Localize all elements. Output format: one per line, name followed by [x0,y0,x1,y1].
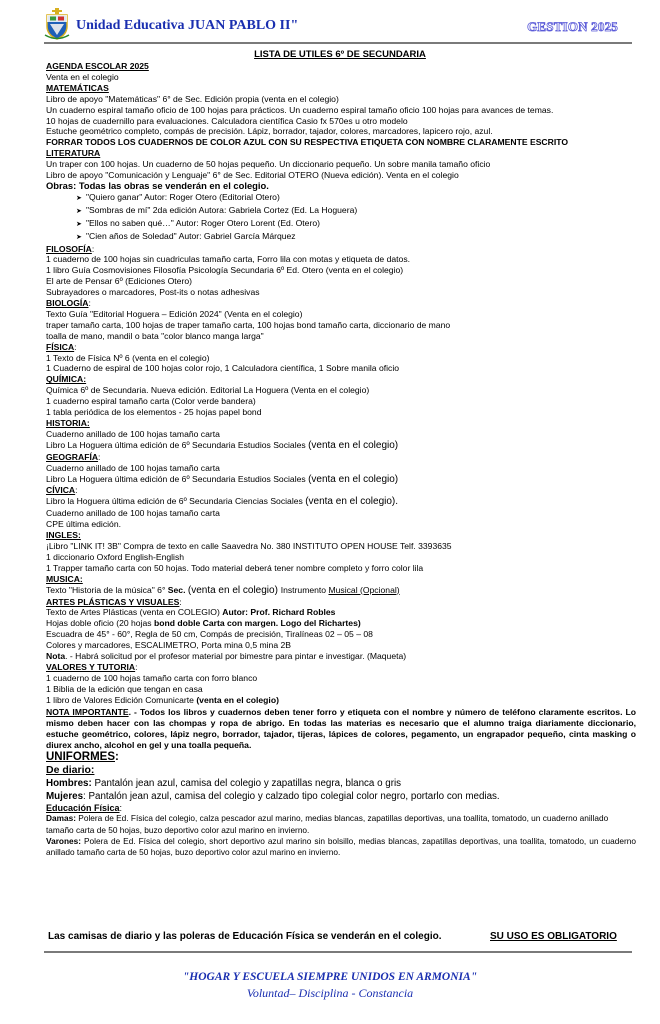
list-item: Estuche geométrico completo, compás de precisión. Lápiz, borrador, tajador, colores, marcadores, lapicero rojo, azul. [46,126,493,137]
book-title: "Cien años de Soledad" Autor: Gabriel García Márquez [86,230,296,241]
artes-heading-row: ARTES PLÁSTICAS Y VISUALES: [46,596,182,607]
school-crest-icon [44,8,70,40]
uniform-text: : Pantalón jean azul, camisa del colegio y calzado tipo colegial color negro, portarlo con medias. [83,790,500,802]
gestion-label: GESTION 2025 [527,19,618,34]
item-note: (venta en el colegio) [308,473,399,485]
item-text: Libro La Hoguera última edición de 6º Secundaria Estudios Sociales [46,473,309,484]
list-item: 1 cuaderno de 100 hojas tamaño carta con forro blanco [46,672,258,683]
closing-text: Las camisas de diario y las poleras de Educación Física se venderán en el colegio. [48,931,442,942]
uniform-label: Hombres: [46,777,92,789]
quimica-heading: QUÍMICA: [46,374,87,385]
uniform-text: Pantalón jean azul, camisa del colegio y zapatillas negra, blanca o gris [91,777,402,789]
list-item [46,607,636,618]
item-text: Musical (Opcional) [328,584,400,595]
list-item: El arte de Pensar 6º (Ediciones Otero) [46,276,192,287]
list-item [46,585,636,597]
item-text: . - Habrá solicitud por el profesor material por bimestre para pintar e investigar. (Maqueta) [65,651,407,662]
uniform-text: Polera de Ed. Física del colegio, short deportivo azul marino sin bolsillo, medias blancas, zapatillas deportivas, una toallita, tomatodo, un cuaderno anillado tamaño carta de 50 hojas, buzo deportivo color azul marino en invierno. [46,835,636,858]
varones-line [46,836,636,858]
item-text: Texto "Historia de la música" 6° [46,584,168,595]
list-item: Colores y marcadores, ESCALIMETRO, Porta mina 0,5 mina 2B [46,640,292,651]
list-item [46,440,636,452]
filosofia-heading: FILOSOFÍA [46,243,92,254]
footer-divider [44,951,632,953]
list-item: 1 cuaderno de 100 hojas sin cuadriculas tamaño carta, Forro lila con motas y etiqueta de datos. [46,254,411,265]
historia-heading: HISTORIA: [46,418,90,428]
musica-heading: MUSICA: [46,573,83,584]
list-item: 1 Biblia de la edición que tengan en casa [46,683,203,694]
supply-list [46,61,636,858]
uniform-label: Damas: [46,813,76,824]
item-text: (venta en el colegio) [196,694,279,705]
list-item: Libro de apoyo "Comunicación y Lenguaje" 6° de Sec. Editorial OTERO (Nueva edición). Venta en el colegio [46,170,459,181]
arrow-bullet-icon: ➤ [76,194,82,202]
ingles-heading: INGLES: [46,530,81,541]
book-item [46,205,636,218]
civica-heading: CÍVICA [46,485,76,496]
list-item: Texto Guía "Editorial Hoguera – Edición 2024" (Venta en el colegio) [46,308,303,319]
book-item [46,192,636,205]
obras-notice: Obras: Todas las obras se venderán en el colegio. [46,179,269,191]
agenda-heading: AGENDA ESCOLAR 2025 [46,61,149,71]
damas-line [46,813,636,835]
list-item [46,618,636,629]
biologia-heading: BIOLOGÍA [46,298,89,309]
list-item: 1 libro Guía Cosmovisiones Filosofía Psicología Secundaria 6º Ed. Otero (venta en el colegio) [46,265,404,276]
matematicas-heading: MATEMÁTICAS [46,82,109,93]
item-text: Libro La Hoguera última edición de 6º Secundaria Estudios Sociales [46,439,309,450]
artes-heading: ARTES PLÁSTICAS Y VISUALES [46,596,180,607]
list-item: Escuadra de 45° - 60°, Regla de 50 cm, Compás de precisión, Tiralíneas 02 – 05 – 08 [46,629,373,640]
list-item: Libro de apoyo "Matemáticas" 6° de Sec. Edición propia (venta en el colegio) [46,93,339,104]
closing-note [48,931,628,942]
item-text: bond doble Carta con margen. Logo del Richartes) [153,618,361,629]
item-note: (venta en el colegio) [308,439,399,451]
forrar-notice: FORRAR TODOS LOS CUADERNOS DE COLOR AZUL CON SU RESPECTIVA ETIQUETA CON NOMBRE CLARAMENTE ESCRITO [46,137,569,148]
hombres-line [46,777,636,790]
list-item [46,474,636,486]
list-item: 10 hojas de cuadernillo para evaluaciones. Calculadora científica Casio fx 570es u otro modelo [46,115,408,126]
header-divider [44,42,632,44]
list-item: ¡Libro "LINK IT! 3B" Compra de texto en calle Saavedra No. 380 INSTITUTO OPEN HOUSE Telf. 3393635 [46,540,452,551]
book-title: "Sombras de mí" 2da edición Autora: Gabriela Cortez (Ed. La Hoguera) [86,204,358,215]
item-text: Instrumento [280,584,329,595]
item-text: Nota [46,651,66,662]
biologia-heading-row: BIOLOGÍA: [46,298,91,309]
school-name: Unidad Educativa JUAN PABLO II" [76,18,299,33]
diario-heading: De diario: [46,763,95,776]
list-item: Un cuaderno espiral tamaño oficio de 100 hojas para prácticos. Un cuaderno espiral tamaño oficio 100 hojas para avances de temas. [46,104,554,115]
note-label: NOTA IMPORTANTE [46,706,129,717]
uniform-label: Varones: [46,835,82,846]
list-item: Cuaderno anillado de 100 hojas tamaño carta [46,508,220,519]
book-title: "Quiero ganar" Autor: Roger Otero (Editorial Otero) [86,191,280,202]
list-item: 1 Cuaderno de espiral de 100 hojas color rojo, 1 Calculadora científica, 1 Sobre manila oficio [46,363,400,374]
footer-motto: "HOGAR Y ESCUELA SIEMPRE UNIDOS EN ARMONIA" [182,971,478,983]
list-item: 1 diccionario Oxford English-English [46,551,185,562]
list-item: Química 6º de Secundaria. Nueva edición. Editorial La Hoguera (Venta en el colegio) [46,385,370,396]
valores-heading-row: VALORES Y TUTORIA: [46,661,138,672]
edfisica-heading: Educación Física [46,802,120,813]
item-text: Texto de Artes Plásticas (venta en COLEGIO) [46,607,223,618]
page-title: LISTA DE UTILES 6º DE SECUNDARIA [254,49,426,60]
uniformes-heading-row: UNIFORMES: [46,750,119,763]
list-item [46,695,636,706]
note-text: . - Todos los libros y cuadernos deben tener forro y etiqueta con el nombre y número de teléfono claramente escritos. Lo mismo deben hacer con las chompas y ropa de abrigo. En todas las materias es necesario que el alumno traiga diariamente diccionario, estuche geométrico, colores, lápiz negro, borrador, tajador, tijeras, lápices de colores, pegamento, un engrapador pequeño, cinta masking o diurex ancho, alcohol en gel y una toalla pequeña. [46,706,636,750]
geografia-heading: GEOGRAFÍA [46,451,99,462]
list-item: Cuaderno anillado de 100 hojas tamaño carta [46,462,220,473]
list-item [46,651,636,662]
item-note: (venta en el colegio). [305,496,399,508]
civica-heading-row: CÍVICA: [46,485,78,496]
list-item [46,496,636,508]
footer-values: Voluntad– Disciplina - Constancia [246,986,414,1000]
list-item: 1 tabla periódica de los elementos - 25 hojas papel bond [46,407,262,418]
book-item [46,218,636,231]
uniform-label: Mujeres [46,790,84,802]
book-title: "Ellos no saben qué…" Autor: Roger Otero Lorent (Ed. Otero) [86,217,320,228]
list-item: Cuaderno anillado de 100 hojas tamaño carta [46,428,220,439]
fisica-heading: FÍSICA [46,341,75,352]
item-text: Autor: Prof. Richard Robles [222,607,336,618]
literatura-heading: LITERATURA [46,148,101,159]
fisica-heading-row: FÍSICA: [46,341,77,352]
item-note: (venta en el colegio) [187,584,281,596]
filosofia-heading-row: FILOSOFÍA: [46,243,95,254]
list-item: 1 cuaderno espiral tamaño carta (Color verde bandera) [46,396,256,407]
arrow-bullet-icon: ➤ [76,207,82,215]
agenda-line: Venta en el colegio [46,71,119,82]
list-item: toalla de mano, mandil o bata "color blanco manga larga" [46,330,264,341]
list-item: 1 Texto de Física Nº 6 (venta en el colegio) [46,352,210,363]
document-header [44,6,632,42]
geografia-heading-row: GEOGRAFÍA: [46,451,101,462]
item-text: Hojas doble oficio (20 hojas [46,618,154,629]
list-item: Un traper con 100 hojas. Un cuaderno de 50 hojas pequeño. Un diccionario pequeño. Un sobre manila tamaño oficio [46,159,491,170]
list-item: CPE última edición. [46,519,121,530]
edfisica-heading-row: Educación Física: [46,802,123,813]
arrow-bullet-icon: ➤ [76,233,82,241]
item-text: Sec. [167,584,188,595]
book-item [46,231,636,244]
item-text: 1 libro de Valores Edición Comunicarte [46,694,197,705]
arrow-bullet-icon: ➤ [76,220,82,228]
important-note [46,707,636,751]
list-item: Subrayadores o marcadores, Post-its o notas adhesivas [46,287,260,298]
list-item: 1 Trapper tamaño carta con 50 hojas. Todo material deberá tener nombre completo y forro color lila [46,562,424,573]
mujeres-line [46,790,636,803]
uniformes-heading: UNIFORMES [46,750,115,763]
mandatory-label: SU USO ES OBLIGATORIO [490,931,617,942]
item-text: Libro la Hoguera última edición de 6º Secundaria Ciencias Sociales [46,496,306,507]
uniform-text: Polera de Ed. Física del colegio, calza pescador azul marino, medias blancas, zapatillas deportivas, una toallita, tomatodo, un cuaderno anillado tamaño carta de 50 hojas, buzo deportivo color azul marino en invierno. [46,813,609,835]
valores-heading: VALORES Y TUTORIA [46,661,136,672]
list-item: traper tamaño carta, 100 hojas de traper tamaño carta, 100 hojas bond tamaño carta, diccionario de mano [46,319,451,330]
